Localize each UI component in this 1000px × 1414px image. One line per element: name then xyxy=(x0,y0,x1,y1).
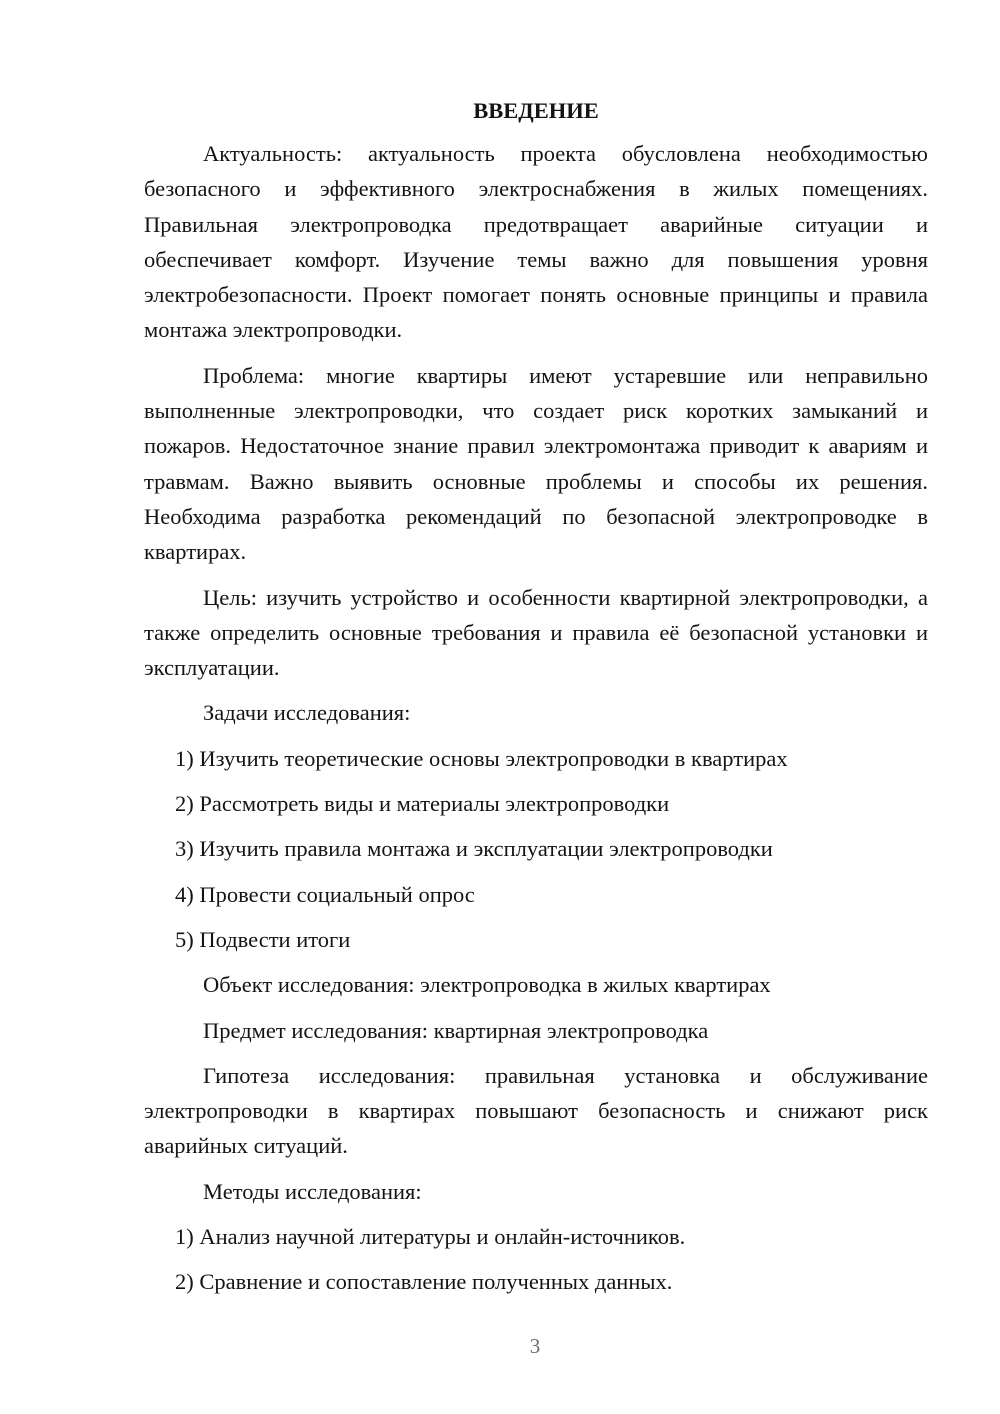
paragraph-hypothesis: Гипотеза исследования: правильная установка и обслуживание электропроводки в квартирах повышают безопасность и снижают риск аварийных ситуаций. xyxy=(144,1062,928,1159)
paragraph-problem: Проблема: многие квартиры имеют устаревшие или неправильно выполненные электропроводки, что создает риск коротких замыканий и пожаров. Недостаточное знание правил электромонтажа приводит к авариям и травмам. Важно выявить основные проблемы и способы их решения. Необходима разработка рекомендаций по безопасной электропроводке в квартирах. xyxy=(144,362,928,565)
paragraph-goal: Цель: изучить устройство и особенности квартирной электропроводки, а также определить основные требования и правила её безопасной установки и эксплуатации. xyxy=(144,584,928,681)
task-item-2: 2) Рассмотреть виды и материалы электропроводки xyxy=(175,791,670,817)
task-item-4: 4) Провести социальный опрос xyxy=(175,881,475,907)
task-item-5: 5) Подвести итоги xyxy=(175,926,351,952)
methods-heading: Методы исследования: xyxy=(203,1178,422,1204)
research-object: Объект исследования: электропроводка в жилых квартирах xyxy=(203,972,771,998)
page-number: 3 xyxy=(529,1334,541,1358)
section-heading: ВВЕДЕНИЕ xyxy=(473,98,599,123)
task-item-3: 3) Изучить правила монтажа и эксплуатации электропроводки xyxy=(175,836,773,862)
method-item-1: 1) Анализ научной литературы и онлайн-источников. xyxy=(175,1224,686,1250)
page-body xyxy=(144,96,928,1310)
paragraph-relevance: Актуальность: актуальность проекта обусловлена необходимостью безопасного и эффективного электроснабжения в жилых помещениях. Правильная электропроводка предотвращает аварийные ситуации и обеспечивает комфорт. Изучение темы важно для повышения уровня электробезопасности. Проект помогает понять основные принципы и правила монтажа электропроводки. xyxy=(144,141,928,343)
method-item-2: 2) Сравнение и сопоставление полученных данных. xyxy=(175,1269,673,1295)
task-item-1: 1) Изучить теоретические основы электропроводки в квартирах xyxy=(175,745,788,771)
research-subject: Предмет исследования: квартирная электропроводка xyxy=(203,1017,709,1043)
tasks-heading: Задачи исследования: xyxy=(203,700,411,726)
